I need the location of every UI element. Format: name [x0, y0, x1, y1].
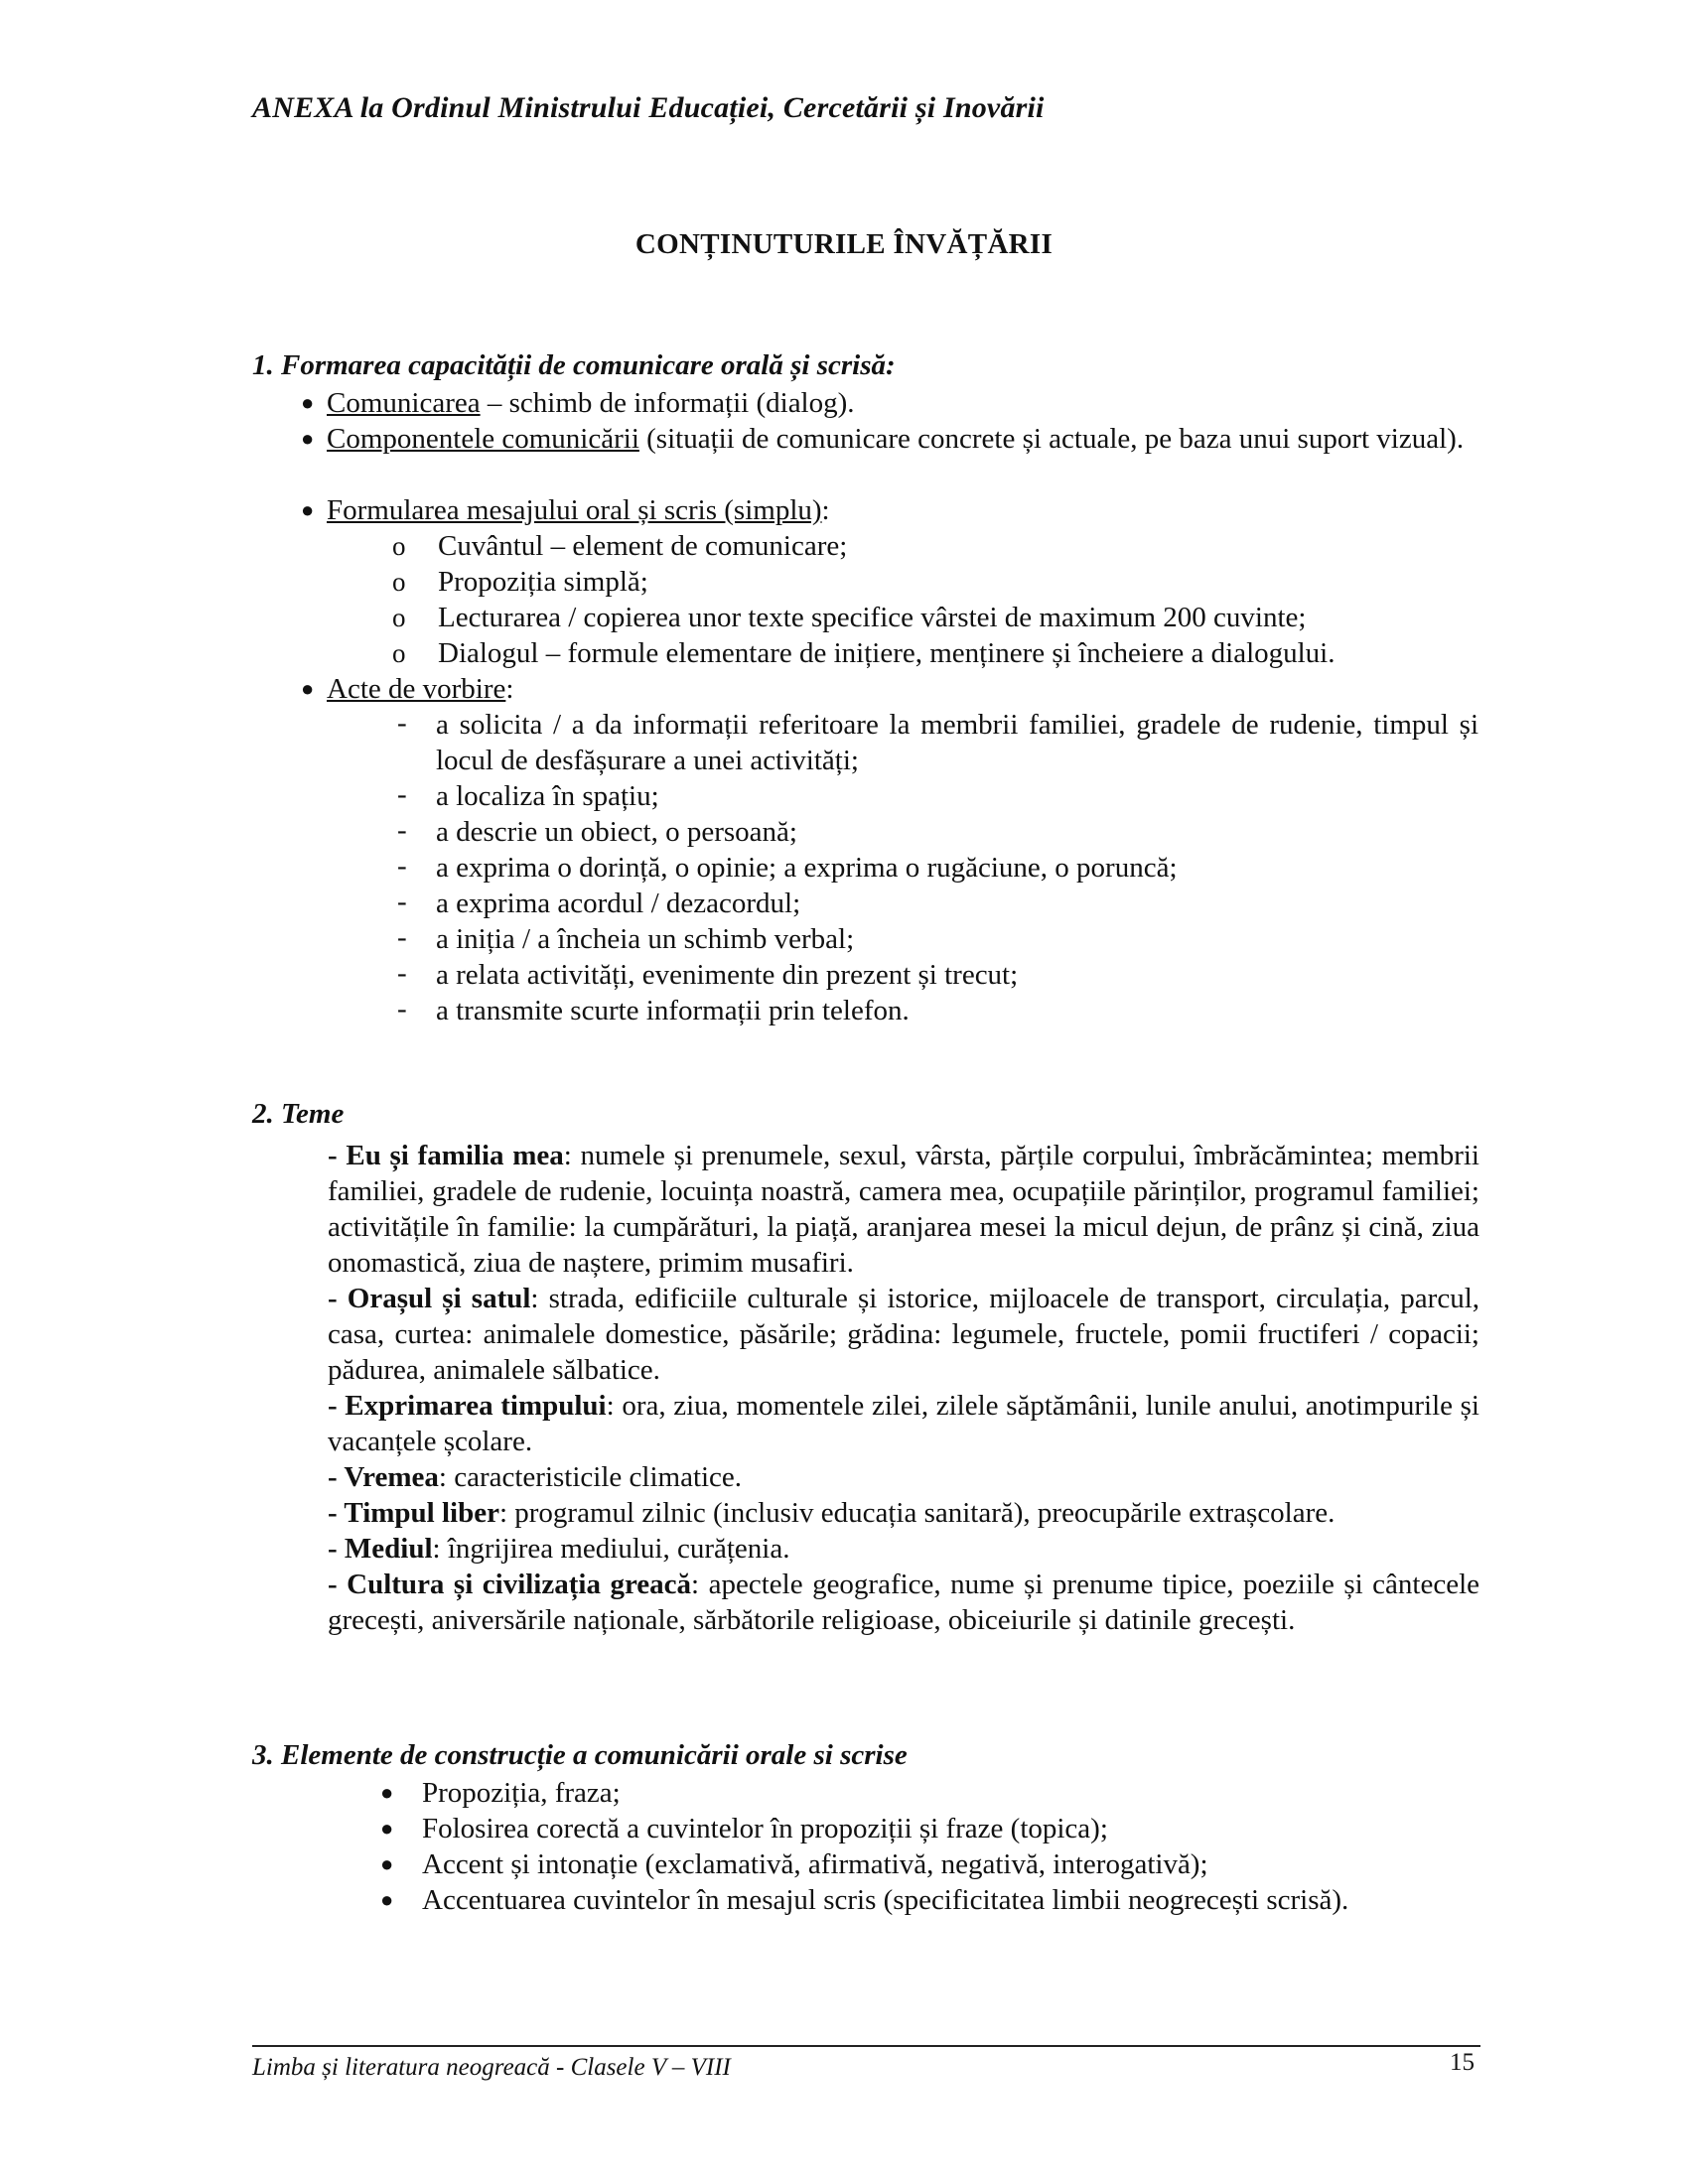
dash-bullet-icon: -	[397, 707, 407, 739]
construction-item: Propoziția, fraza;	[422, 1777, 621, 1809]
speech-act: a transmite scurte informații prin telefon.	[436, 995, 910, 1026]
bullet-formularea: Formularea mesajului oral și scris (simplu):	[327, 494, 830, 526]
page-title: CONȚINUTURILE ÎNVĂȚĂRII	[634, 228, 1054, 260]
construction-item: Folosirea corectă a cuvintelor în propoziții și fraze (topica);	[422, 1813, 1108, 1844]
construction-item: Accentuarea cuvintelor în mesajul scris (specificitatea limbii neogrecești scrisă).	[422, 1884, 1349, 1916]
footer-course-title: Limba și literatura neogreacă - Clasele V – VIII	[252, 2054, 731, 2081]
theme-paragraph: - Mediul: îngrijirea mediului, curățenia.	[328, 1533, 790, 1565]
bullet-dot-icon: ●	[380, 1816, 394, 1841]
bullet-dot-icon: ●	[301, 497, 315, 522]
speech-act: a solicita / a da informații referitoare la membrii familiei, gradele de rudenie, timpul și locul de desfășurare a unei activități;	[436, 709, 1478, 776]
speech-act: a localiza în spațiu;	[436, 780, 659, 812]
bullet-comunicarea: Comunicarea – schimb de informații (dialog).	[327, 387, 855, 419]
themes-block	[328, 1138, 1479, 1638]
sub-item: Cuvântul – element de comunicare;	[438, 530, 848, 562]
dash-bullet-icon: -	[397, 778, 407, 810]
bullet-dot-icon: ●	[380, 1780, 394, 1805]
dash-bullet-icon: -	[397, 957, 407, 989]
bullet-dot-icon: ●	[301, 426, 315, 451]
speech-act: a exprima o dorință, o opinie; a exprima o rugăciune, o poruncă;	[436, 852, 1178, 884]
page-number: 15	[1450, 2049, 1475, 2076]
bullet-dot-icon: ●	[301, 676, 315, 701]
theme-paragraph: - Cultura și civilizația greacă: apectele geografice, nume și prenume tipice, poeziile și cântecele grecești, aniversările naționale, sărbătorile religioase, obiceiurile și datinile grecești.	[328, 1569, 1479, 1636]
theme-paragraph: - Eu și familia mea: numele și prenumele, sexul, vârsta, părțile corpului, îmbrăcămintea; membrii familiei, gradele de rudenie, locuința noastră, camera mea, ocupațiile părinților, programul familiei; activitățile în familie: la cumpărături, la piață, aranjarea mesei la micul dejun, de prânz și cină, ziua onomastică, ziua de naștere, primim musafiri.	[328, 1140, 1479, 1279]
circle-bullet-icon: o	[392, 567, 406, 597]
speech-act: a exprima acordul / dezacordul;	[436, 887, 801, 919]
section-3-heading: 3. Elemente de construcție a comunicării orale si scrise	[252, 1739, 908, 1771]
bullet-componentele: Componentele comunicării (situații de comunicare concrete și actuale, pe baza unui suport vizual).	[327, 423, 1465, 455]
speech-act: a descrie un obiect, o persoană;	[436, 816, 797, 848]
dash-bullet-icon: -	[397, 886, 407, 917]
circle-bullet-icon: o	[392, 603, 406, 632]
speech-act: a relata activități, evenimente din prezent și trecut;	[436, 959, 1019, 991]
bullet-dot-icon: ●	[301, 390, 315, 415]
section-1-heading: 1. Formarea capacității de comunicare orală și scrisă:	[252, 349, 896, 381]
circle-bullet-icon: o	[392, 638, 406, 668]
dash-bullet-icon: -	[397, 814, 407, 846]
bullet-dot-icon: ●	[380, 1851, 394, 1876]
dash-bullet-icon: -	[397, 993, 407, 1024]
speech-act: a iniția / a încheia un schimb verbal;	[436, 923, 855, 955]
theme-paragraph: - Orașul și satul: strada, edificiile culturale și istorice, mijloacele de transport, circulația, parcul, casa, curtea: animalele domestice, păsările; grădina: legumele, fructele, pomii fructiferi / copacii; pădurea, animalele sălbatice.	[328, 1283, 1480, 1386]
theme-paragraph: - Exprimarea timpului: ora, ziua, momentele zilei, zilele săptămânii, lunile anului, anotimpurile și vacanțele școlare.	[328, 1390, 1479, 1457]
construction-item: Accent și intonație (exclamativă, afirmativă, negativă, interogativă);	[422, 1848, 1208, 1880]
theme-paragraph: - Timpul liber: programul zilnic (inclusiv educația sanitară), preocupările extrașcolare.	[328, 1497, 1336, 1529]
theme-paragraph: - Vremea: caracteristicile climatice.	[328, 1461, 743, 1493]
footer-divider	[252, 2045, 1480, 2047]
sub-item: Propoziția simplă;	[438, 566, 648, 598]
bullet-acte-de-vorbire: Acte de vorbire:	[327, 673, 514, 705]
sub-item: Dialogul – formule elementare de inițiere, menținere și încheiere a dialogului.	[438, 637, 1336, 669]
circle-bullet-icon: o	[392, 531, 406, 561]
dash-bullet-icon: -	[397, 850, 407, 882]
section-2-heading: 2. Teme	[252, 1098, 345, 1130]
dash-bullet-icon: -	[397, 921, 407, 953]
annex-header: ANEXA la Ordinul Ministrului Educației, Cercetării și Inovării	[252, 91, 1045, 124]
sub-item: Lecturarea / copierea unor texte specifice vârstei de maximum 200 cuvinte;	[438, 602, 1307, 633]
bullet-dot-icon: ●	[380, 1887, 394, 1912]
